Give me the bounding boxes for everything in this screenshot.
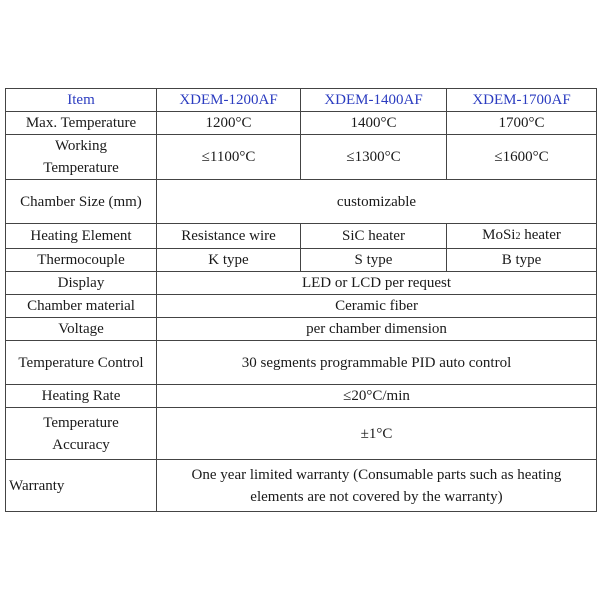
row-label: Heating Element [6, 224, 157, 249]
table-row [6, 295, 597, 318]
row-label: Thermocouple [6, 249, 157, 272]
table-row [6, 385, 597, 408]
row-label: Voltage [6, 318, 157, 341]
row-label: Chamber Size (mm) [6, 180, 157, 224]
header-model-1700: XDEM-1700AF [447, 89, 597, 112]
row-label: Warranty [6, 460, 157, 512]
cell: 1700°C [447, 112, 597, 135]
table-row [6, 272, 597, 295]
table-row [6, 249, 597, 272]
header-row [6, 89, 597, 112]
row-label [6, 408, 157, 460]
table-row [6, 318, 597, 341]
cell: 1400°C [301, 112, 447, 135]
row-label: Max. Temperature [6, 112, 157, 135]
table-row [6, 460, 597, 512]
row-label: Display [6, 272, 157, 295]
cell: LED or LCD per request [157, 272, 597, 295]
cell: ≤1300°C [301, 135, 447, 180]
cell: ≤1100°C [157, 135, 301, 180]
table-row [6, 112, 597, 135]
cell: 1200°C [157, 112, 301, 135]
table-row [6, 341, 597, 385]
label-line: Temperature [43, 160, 119, 176]
table-row [6, 224, 597, 249]
cell: ±1°C [157, 408, 597, 460]
cell [447, 224, 597, 249]
header-model-1400: XDEM-1400AF [301, 89, 447, 112]
cell [157, 460, 597, 512]
mosi-text: MoSi [482, 227, 516, 243]
warranty-line: One year limited warranty (Consumable parts such as heating [191, 466, 562, 483]
cell: Ceramic fiber [157, 295, 597, 318]
mosi-suffix: heater [520, 227, 561, 243]
label-line: Working [54, 138, 108, 154]
row-label [6, 135, 157, 180]
label-line: Accuracy [52, 436, 110, 453]
label-line: Temperature [43, 414, 119, 431]
table-row [6, 180, 597, 224]
cell: customizable [157, 180, 597, 224]
cell: ≤20°C/min [157, 385, 597, 408]
specification-table [5, 88, 597, 512]
cell: 30 segments programmable PID auto control [157, 341, 597, 385]
header-item: Item [6, 89, 157, 112]
row-label: Chamber material [6, 295, 157, 318]
cell: Resistance wire [157, 224, 301, 249]
cell: B type [447, 249, 597, 272]
warranty-line: elements are not covered by the warranty) [250, 488, 503, 505]
cell: S type [301, 249, 447, 272]
cell: per chamber dimension [157, 318, 597, 341]
cell: K type [157, 249, 301, 272]
mosi-subscript: 2 [515, 231, 521, 242]
cell: ≤1600°C [447, 135, 597, 180]
row-label: Heating Rate [6, 385, 157, 408]
header-model-1200: XDEM-1200AF [157, 89, 301, 112]
row-label: Temperature Control [6, 341, 157, 385]
cell: SiC heater [301, 224, 447, 249]
table-row [6, 408, 597, 460]
table-row [6, 135, 597, 180]
